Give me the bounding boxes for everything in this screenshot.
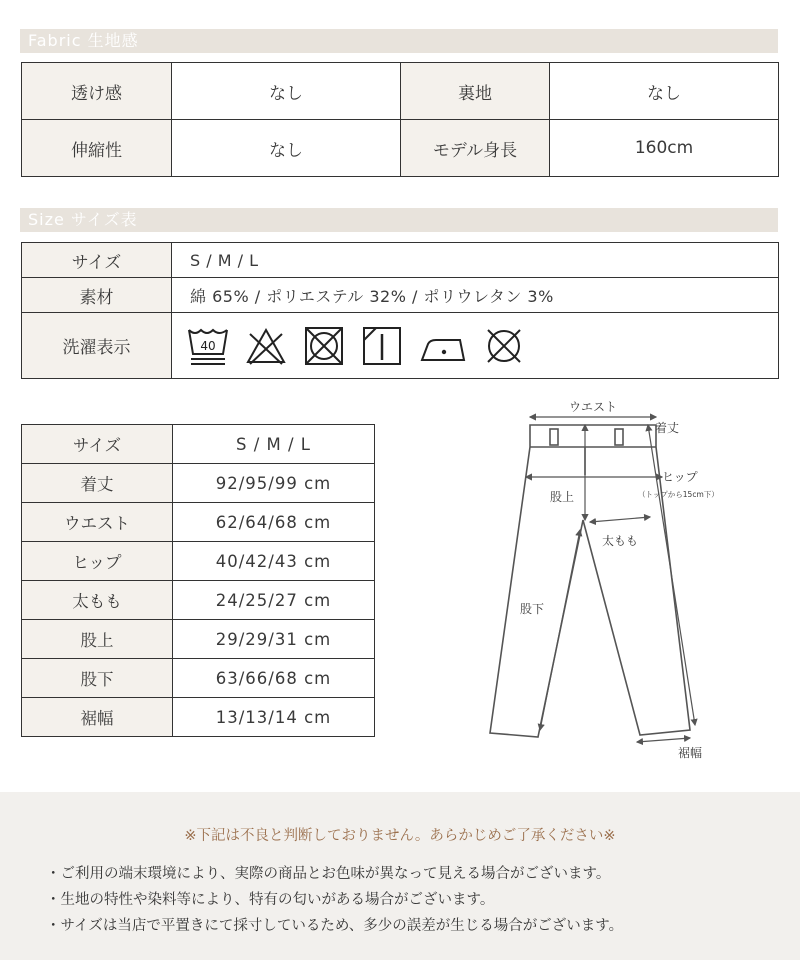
low-iron-icon: [418, 324, 468, 368]
size-section-title: Size サイズ表: [20, 208, 778, 232]
fabric-label: 伸縮性: [22, 120, 172, 177]
rise-label: 股上: [550, 490, 575, 504]
thigh-arrow: [590, 517, 650, 522]
table-row: [22, 503, 375, 542]
waist-label: ウエスト: [568, 400, 618, 414]
table-row: [22, 581, 375, 620]
fabric-value: なし: [172, 120, 401, 177]
measure-value: 24/25/27 cm: [173, 581, 375, 620]
measure-label: ウエスト: [22, 503, 173, 542]
measure-label: 股下: [22, 659, 173, 698]
table-row: [22, 425, 375, 464]
pants-outline: [490, 425, 690, 737]
table-row: [22, 659, 375, 698]
table-row: [22, 243, 779, 278]
measure-label: 裾幅: [22, 698, 173, 737]
measure-label: ヒップ: [22, 542, 173, 581]
fabric-value: なし: [172, 63, 401, 120]
hem-label: 裾幅: [678, 746, 703, 760]
table-row: [22, 542, 375, 581]
measure-value: 92/95/99 cm: [173, 464, 375, 503]
measure-value: 62/64/68 cm: [173, 503, 375, 542]
size-table: [21, 242, 779, 379]
hip-label: ヒップ: [662, 470, 698, 484]
no-dry-clean-icon: [482, 324, 526, 368]
measure-header-label: サイズ: [22, 425, 173, 464]
hip-note: （トップから15cm下）: [638, 490, 719, 499]
measure-value: 13/13/14 cm: [173, 698, 375, 737]
notes-line: ・生地の特性や染料等により、特有の匂いがある場合がございます。: [46, 892, 495, 908]
notes-panel: [0, 792, 800, 960]
care-icons: [186, 324, 778, 368]
fabric-value: 160cm: [550, 120, 779, 177]
line-dry-shade-icon: [360, 324, 404, 368]
table-row: [22, 464, 375, 503]
table-row: [22, 120, 779, 177]
size-label: サイズ: [22, 243, 172, 278]
table-row: [22, 698, 375, 737]
measure-header-value: S / M / L: [173, 425, 375, 464]
fabric-label: 裏地: [401, 63, 550, 120]
inseam-label: 股下: [520, 602, 545, 616]
notes-heading: ※下記は不良と判断しておりません。あらかじめご了承ください※: [184, 828, 616, 844]
wash-temp: 40: [200, 338, 216, 353]
care-label: 洗濯表示: [22, 313, 172, 379]
care-icons-cell: [172, 313, 779, 379]
thigh-label: 太もも: [602, 534, 639, 548]
material-value: 綿 65% / ポリエステル 32% / ポリウレタン 3%: [172, 278, 779, 313]
measurement-table: [21, 424, 375, 737]
no-tumble-dry-icon: [302, 324, 346, 368]
fabric-value: なし: [550, 63, 779, 120]
measure-value: 63/66/68 cm: [173, 659, 375, 698]
pants-measurement-diagram: [480, 395, 750, 775]
measure-label: 着丈: [22, 464, 173, 503]
fabric-label: 透け感: [22, 63, 172, 120]
size-value: S / M / L: [172, 243, 779, 278]
length-label: 着丈: [655, 421, 680, 435]
table-row: [22, 620, 375, 659]
measure-value: 40/42/43 cm: [173, 542, 375, 581]
inseam-arrow: [540, 530, 580, 730]
table-row: [22, 313, 779, 379]
fabric-label: モデル身長: [401, 120, 550, 177]
no-bleach-icon: [244, 324, 288, 368]
measure-label: 股上: [22, 620, 173, 659]
fabric-table: [21, 62, 779, 177]
table-row: [22, 63, 779, 120]
notes-line: ・サイズは当店で平置きにて採寸しているため、多少の誤差が生じる場合がございます。: [46, 918, 624, 934]
material-label: 素材: [22, 278, 172, 313]
hem-arrow: [637, 738, 690, 742]
fabric-section-title: Fabric 生地感: [20, 29, 778, 53]
notes-line: ・ご利用の端末環境により、実際の商品とお色味が異なって見える場合がございます。: [46, 866, 611, 882]
table-row: [22, 278, 779, 313]
measure-label: 太もも: [22, 581, 173, 620]
wash-40-tub-icon: [186, 324, 230, 368]
measure-value: 29/29/31 cm: [173, 620, 375, 659]
